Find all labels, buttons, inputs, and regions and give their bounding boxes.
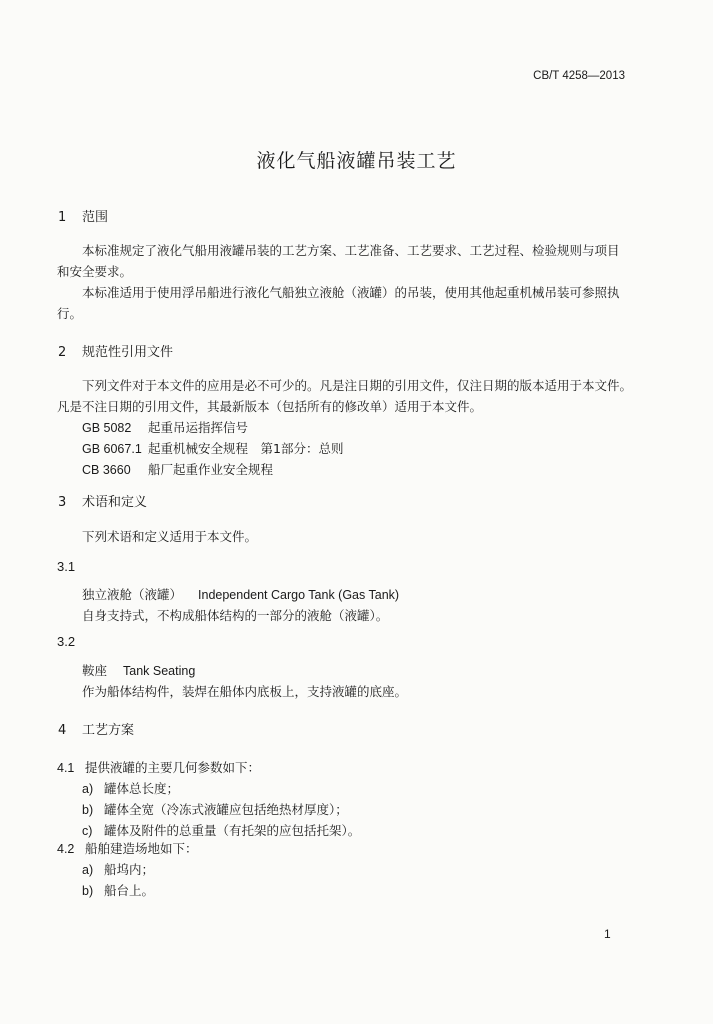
paragraph-line: 和安全要求。 xyxy=(57,264,133,279)
list-text: 罐体及附件的总重量（有托架的应包括托架）。 xyxy=(104,823,361,838)
section-title: 规范性引用文件 xyxy=(82,345,174,360)
standard-code: CB/T 4258—2013 xyxy=(533,70,625,82)
paragraph-line: 凡是不注日期的引用文件，其最新版本（包括所有的修改单）适用于本文件。 xyxy=(57,399,483,414)
list-text: 船坞内； xyxy=(104,862,155,877)
list-item xyxy=(82,860,154,878)
section-title: 术语和定义 xyxy=(82,495,148,510)
section-4-heading xyxy=(58,719,134,738)
section-number: 2 xyxy=(58,345,67,360)
list-item xyxy=(82,821,360,839)
section-number: 3 xyxy=(58,495,67,510)
term-heading xyxy=(82,661,195,679)
list-label: b) xyxy=(82,803,94,817)
term-heading xyxy=(82,585,399,603)
reference-item xyxy=(82,460,273,478)
section-1-heading xyxy=(58,206,108,225)
term-number: 3.1 xyxy=(57,559,76,574)
section-title: 范围 xyxy=(82,210,109,225)
list-text: 罐体全宽（冷冻式液罐应包括绝热材厚度）； xyxy=(104,802,348,817)
page-number: 1 xyxy=(604,927,611,941)
term-zh: 鞍座 xyxy=(82,663,108,678)
list-text: 船台上。 xyxy=(104,883,155,898)
clause-number: 4.1 xyxy=(57,761,75,775)
list-item xyxy=(82,779,179,797)
document-title: 液化气船液罐吊装工艺 xyxy=(256,150,457,172)
section-number: 1 xyxy=(58,210,67,225)
term-definition: 作为船体结构件，装焊在船体内底板上，支持液罐的底座。 xyxy=(82,684,408,699)
list-label: a) xyxy=(82,782,94,796)
reference-title: 起重吊运指挥信号 xyxy=(148,420,249,435)
paragraph-line: 本标准规定了液化气船用液罐吊装的工艺方案、工艺准备、工艺要求、工艺过程、检验规则与项目 xyxy=(82,243,620,258)
term-en: Independent Cargo Tank (Gas Tank) xyxy=(198,588,400,602)
list-label: c) xyxy=(82,824,93,838)
list-label: a) xyxy=(82,863,94,877)
paragraph-line: 本标准适用于使用浮吊船进行液化气船独立液舱（液罐）的吊装，使用其他起重机械吊装可参照执 xyxy=(82,285,620,300)
paragraph-line: 下列术语和定义适用于本文件。 xyxy=(82,529,258,544)
list-item xyxy=(82,881,154,899)
clause-4-2 xyxy=(57,839,198,857)
section-2-heading xyxy=(58,341,173,360)
reference-title: 船厂起重作业安全规程 xyxy=(148,462,274,477)
paragraph-line: 行。 xyxy=(57,306,83,321)
clause-text: 提供液罐的主要几何参数如下： xyxy=(85,760,261,775)
reference-item xyxy=(82,439,343,457)
reference-code: CB 3660 xyxy=(82,463,131,477)
section-3-heading xyxy=(58,491,147,510)
list-item xyxy=(82,800,348,818)
clause-number: 4.2 xyxy=(57,842,75,856)
term-definition: 自身支持式，不构成船体结构的一部分的液舱（液罐）。 xyxy=(82,608,389,623)
reference-code: GB 5082 xyxy=(82,421,132,435)
list-label: b) xyxy=(82,884,94,898)
clause-4-1 xyxy=(57,758,260,776)
section-number: 4 xyxy=(58,723,67,738)
term-zh: 独立液舱（液罐） xyxy=(82,587,183,602)
term-number: 3.2 xyxy=(57,634,76,649)
term-en: Tank Seating xyxy=(123,664,196,678)
reference-item xyxy=(82,418,248,436)
reference-code: GB 6067.1 xyxy=(82,442,142,456)
section-title: 工艺方案 xyxy=(82,723,135,738)
paragraph-line: 下列文件对于本文件的应用是必不可少的。凡是注日期的引用文件，仅注日期的版本适用于本文件。 xyxy=(82,378,633,393)
list-text: 罐体总长度； xyxy=(104,781,180,796)
reference-title: 起重机械安全规程 第1部分：总则 xyxy=(148,441,344,456)
clause-text: 船舶建造场地如下： xyxy=(85,841,198,856)
